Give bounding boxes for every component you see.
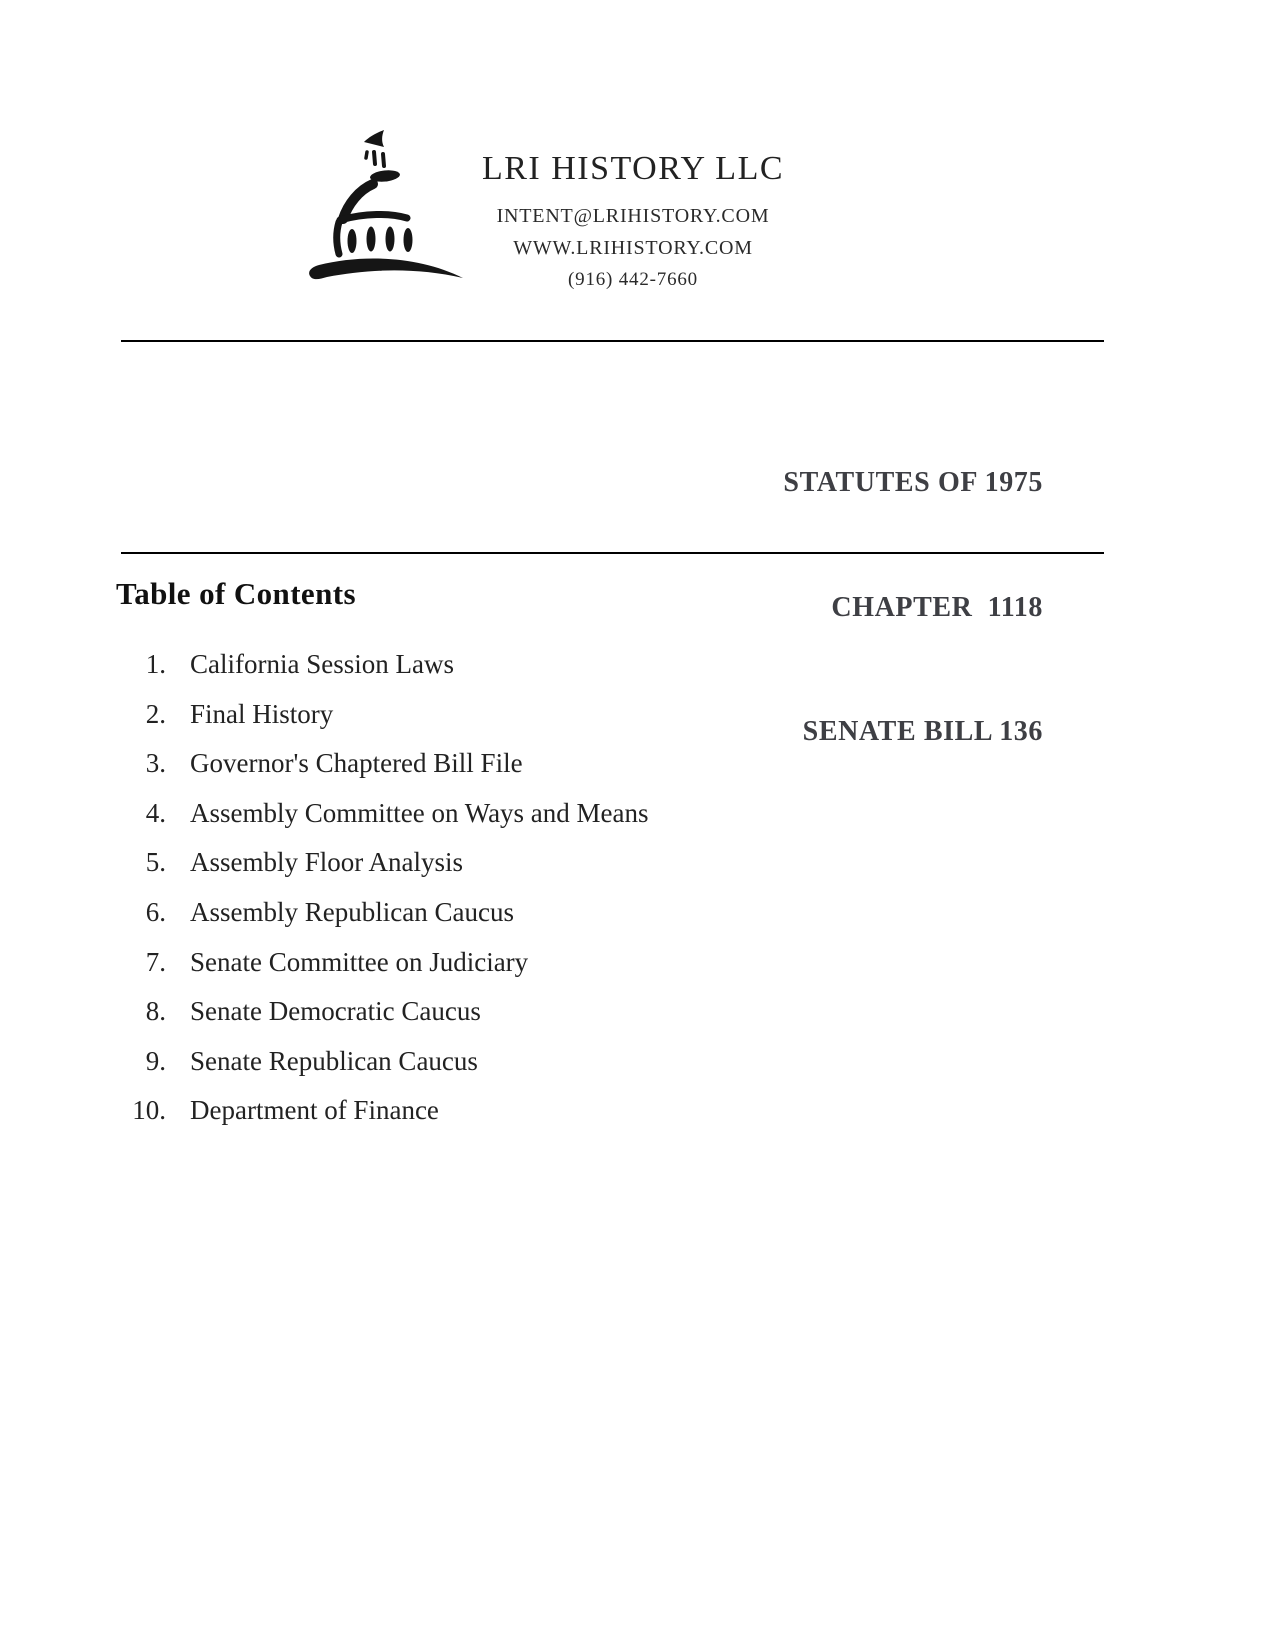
toc-item-label: Senate Republican Caucus [190, 1045, 478, 1076]
chapter-line: CHAPTER 1118 [831, 591, 1043, 623]
toc-item-label: California Session Laws [190, 649, 454, 679]
toc-item-number: 1. [145, 649, 166, 679]
toc-item-number: 3. [145, 748, 166, 779]
toc-item-number: 8. [145, 996, 166, 1027]
toc-list [120, 650, 920, 1146]
toc-item-label: Department of Finance [190, 1095, 439, 1126]
toc-item [120, 700, 920, 729]
toc-item [120, 799, 920, 828]
company-name: LRI HISTORY LLC [481, 150, 785, 187]
toc-item [120, 749, 920, 778]
letterhead-contact-block [448, 150, 818, 296]
toc-item-number: 4. [145, 797, 166, 828]
toc-item-label: Governor's Chaptered Bill File [190, 748, 523, 779]
email-text: INTENT@LRIHISTORY.COM [496, 205, 770, 227]
toc-item [120, 1096, 920, 1125]
toc-item [120, 948, 920, 977]
toc-item [120, 650, 920, 679]
divider-bottom [121, 552, 1104, 554]
toc-item-label: Assembly Committee on Ways and Means [190, 797, 649, 828]
divider-top [121, 340, 1104, 342]
toc-item-label: Assembly Floor Analysis [190, 847, 464, 878]
toc-item-number: 6. [145, 896, 166, 927]
capitol-dome-logo-icon [293, 126, 468, 294]
toc-item-number: 2. [145, 698, 166, 729]
toc-item-label: Senate Democratic Caucus [190, 996, 481, 1027]
senate-bill-line: SENATE BILL 136 [802, 716, 1043, 747]
website-text: WWW.LRIHISTORY.COM [513, 237, 753, 259]
toc-item [120, 898, 920, 927]
toc-item-label: Senate Committee on Judiciary [190, 946, 529, 977]
toc-item [120, 997, 920, 1026]
toc-title: Table of Contents [116, 576, 356, 611]
toc-item-label: Assembly Republican Caucus [190, 896, 514, 927]
toc-item-number: 7. [145, 946, 166, 977]
toc-item [120, 1047, 920, 1076]
toc-item-number: 5. [145, 847, 166, 878]
toc-item-label: Final History [190, 698, 334, 729]
phone-text: (916) 442-7660 [568, 269, 698, 290]
toc-item-number: 9. [145, 1045, 166, 1076]
statutes-line: STATUTES OF 1975 [783, 467, 1043, 498]
toc-item-number: 10. [132, 1095, 166, 1126]
toc-item [120, 848, 920, 877]
